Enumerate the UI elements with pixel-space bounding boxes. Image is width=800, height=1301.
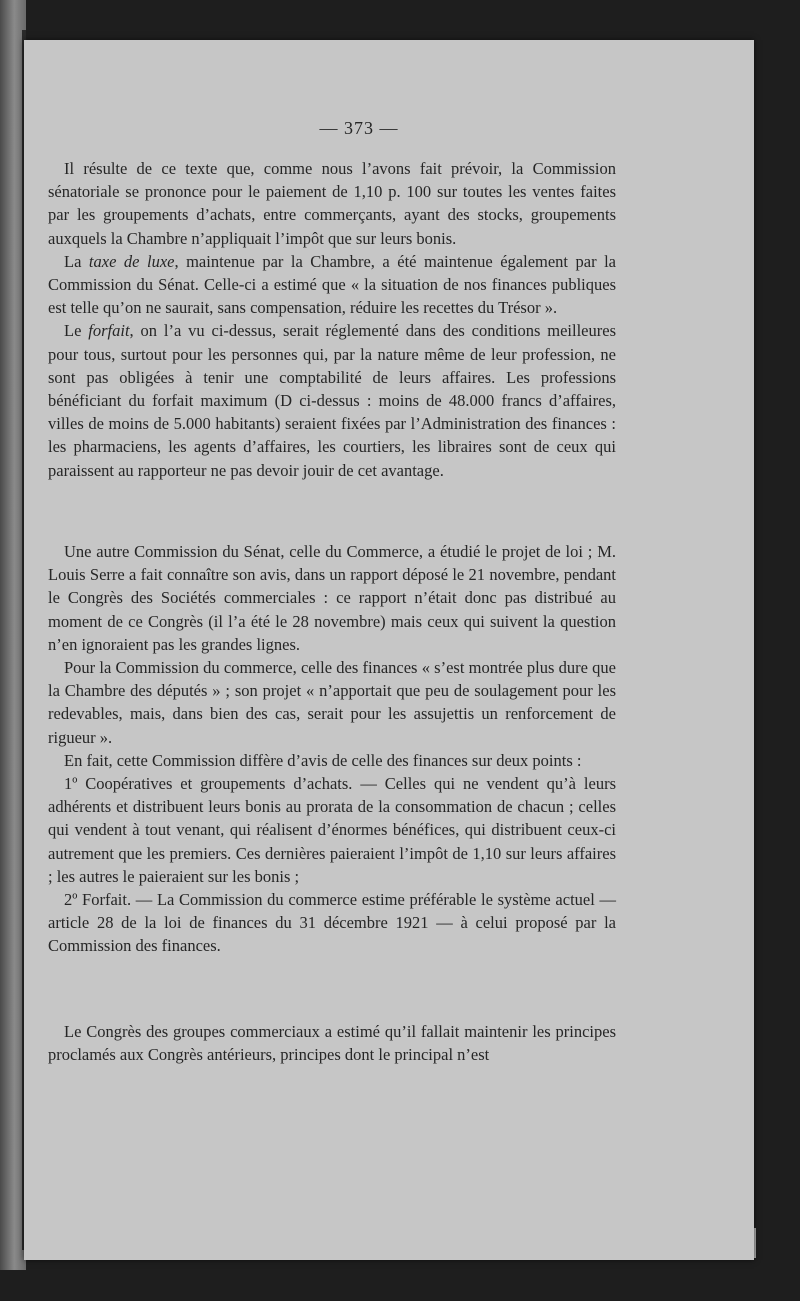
paragraph: Il résulte de ce texte que, comme nous l’avons fait prévoir, la Commission sénatoriale se prononce pour le paiement de 1,10 p. 100 sur toutes les ventes faites par les groupements d’achats, entre commerçants, ayant des stocks, groupements auxquels la Chambre n’appliquait l’impôt que sur leurs bonis. bbox=[48, 159, 616, 248]
paragraph: 2º Forfait. — La Commission du commerce estime préférable le système actuel — article 28 de la loi de finances du 31 décembre 1921 — à celui proposé par la Commission des finances. bbox=[48, 890, 616, 956]
section-1 bbox=[48, 157, 616, 482]
paragraph: Le forfait, on l’a vu ci-dessus, serait réglementé dans des conditions meilleures pour tous, surtout pour les personnes qui, par la nature même de leur profession, ne sont pas obligées à tenir une comptabilité de leurs affaires. Les professions bénéficiant du forfait maximum (D ci-dessus : moins de 48.000 francs d’affaires, villes de moins de 5.000 habitants) seraient fixées par l’Administration des finances : les pharmaciens, les agents d’affaires, les courtiers, les libraires sont de ceux qui paraissent au rapporteur ne pas devoir jouir de cet avantage. bbox=[48, 321, 616, 480]
paragraph: Pour la Commission du commerce, celle des finances « s’est montrée plus dure que la Chambre des députés » ; son projet « n’apportait que peu de soulagement pour les redevables, mais, dans bien des cas, serait pour les assujettis un renforcement de rigueur ». bbox=[48, 658, 616, 747]
page-number: — 373 — bbox=[319, 118, 399, 138]
section-2 bbox=[48, 540, 616, 958]
section-3 bbox=[48, 1020, 616, 1066]
document-page bbox=[24, 40, 754, 1260]
paragraph: La taxe de luxe, maintenue par la Chambre, a été maintenue également par la Commission du Sénat. Celle-ci a estimé que « la situation de nos finances publiques est telle qu’on ne saurait, sans compensation, réduire les recettes du Trésor ». bbox=[48, 251, 616, 318]
paragraph: 1º Coopératives et groupements d’achats. — Celles qui ne vendent qu’à leurs adhérents et distribuent leurs bonis au prorata de la consommation de chacun ; celles qui vendent à tout venant, qui réalisent d’énormes bénéfices, qui distribuent ceux-ci autrement que les premiers. Ces dernières paieraient l’impôt de 1,10 sur leurs affaires ; les autres le paieraient sur les bonis ; bbox=[48, 774, 616, 886]
paragraph: En fait, cette Commission diffère d’avis de celle des finances sur deux points : bbox=[64, 750, 582, 770]
paragraph: Une autre Commission du Sénat, celle du Commerce, a étudié le projet de loi ; M. Louis Serre a fait connaître son avis, dans un rapport déposé le 21 novembre, pendant le Congrès des Sociétés commerciales : ce rapport n’était donc pas distribué au moment de ce Congrès (il l’a été le 28 novembre) mais ceux qui suivent la question n’en ignoraient pas les grandes lignes. bbox=[48, 542, 616, 654]
paragraph: Le Congrès des groupes commerciaux a estimé qu’il fallait maintenir les principes proclamés aux Congrès antérieurs, principes dont le principal n’est bbox=[48, 1022, 616, 1065]
